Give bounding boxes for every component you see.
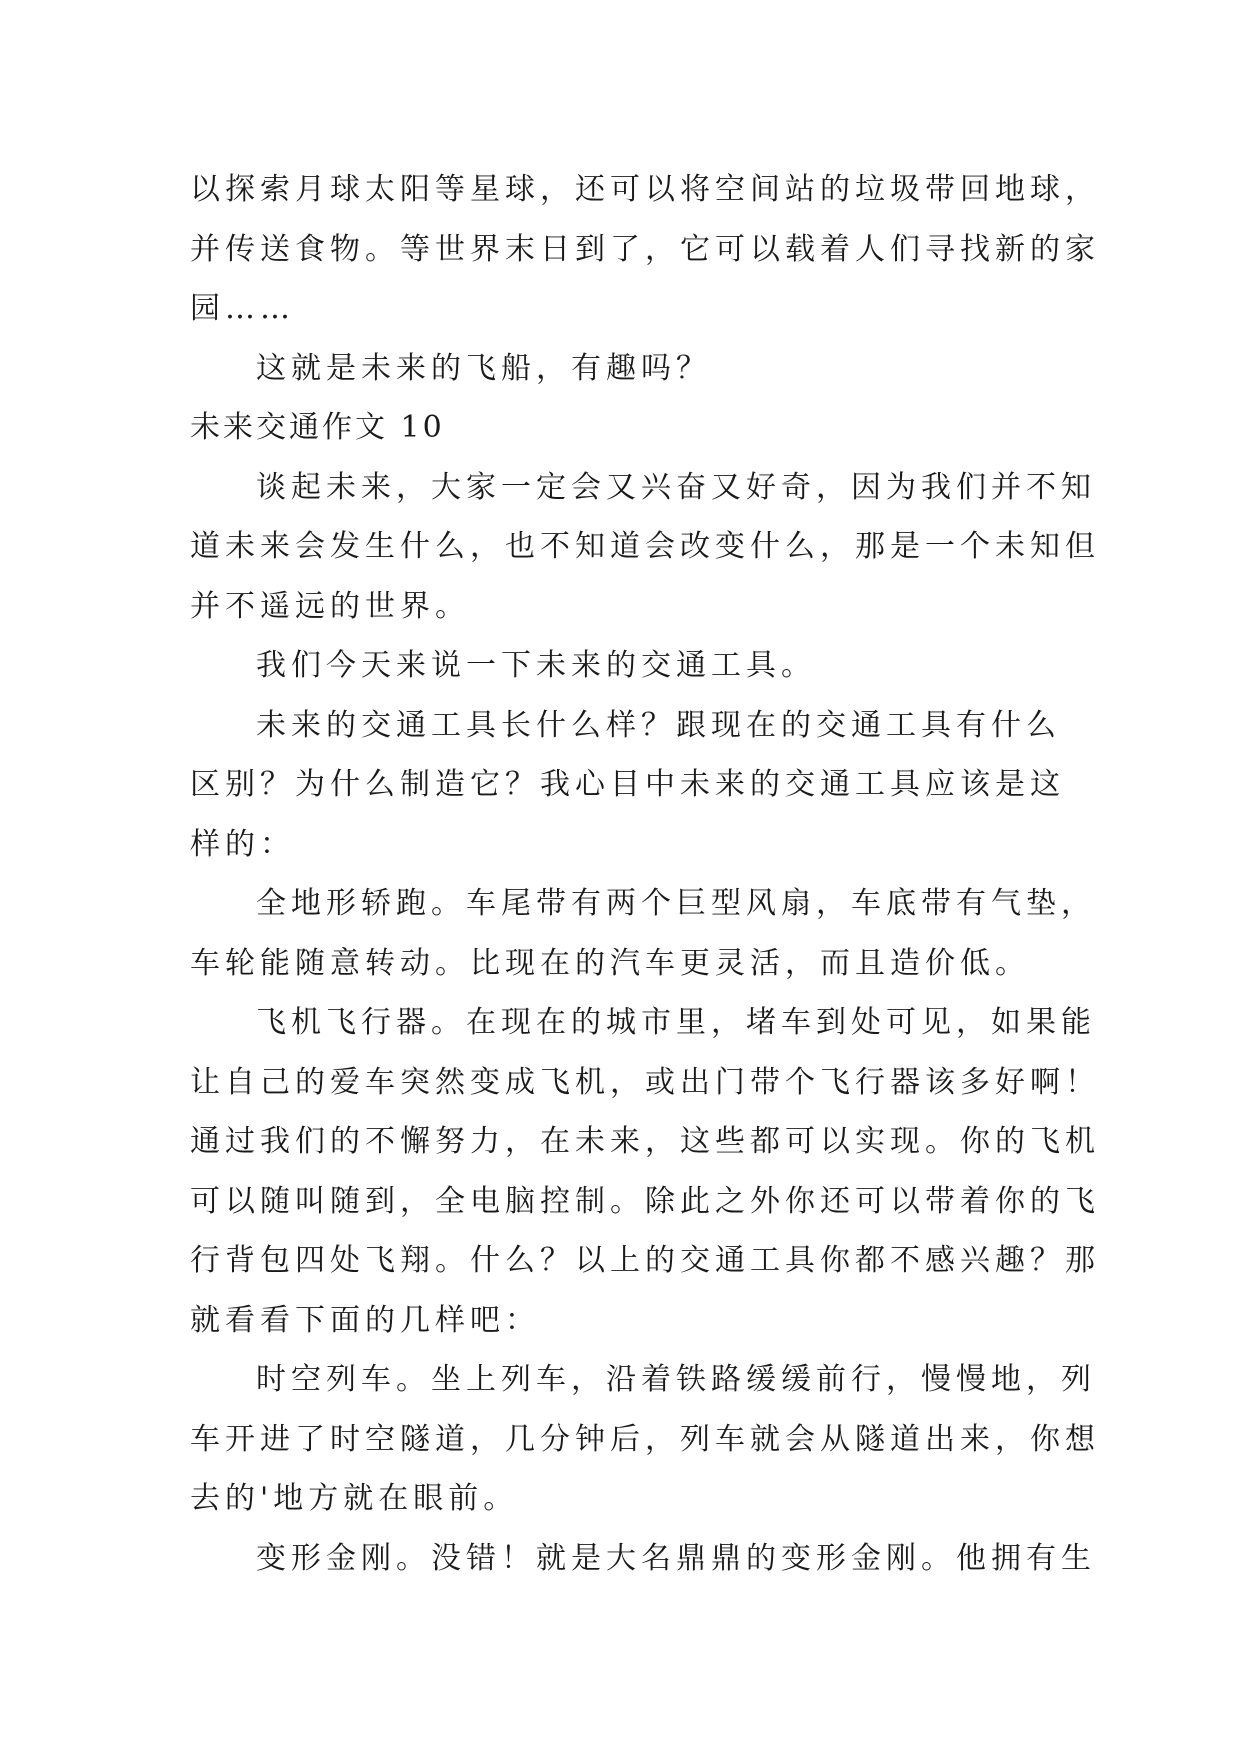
text-line: 以探索月球太阳等星球，还可以将空间站的垃圾带回地球， — [190, 172, 1100, 207]
section-heading: 未来交通作文 10 — [190, 410, 445, 445]
text-line: 这就是未来的飞船，有趣吗？ — [256, 350, 711, 386]
text-line: 就看看下面的几样吧： — [190, 1302, 540, 1338]
text-line: 谈起未来，大家一定会又兴奋又好奇，因为我们并不知 — [256, 469, 1096, 505]
text-line: 全地形轿跑。车尾带有两个巨型风扇，车底带有气垫， — [256, 886, 1096, 921]
text-line: 区别？为什么制造它？我心目中未来的交通工具应该是这 — [190, 767, 1065, 802]
text-line: 车开进了时空隧道，几分钟后，列车就会从隧道出来，你想 — [190, 1421, 1100, 1457]
text-line: 让自己的爱车突然变成飞机，或出门带个飞行器该多好啊！ — [190, 1064, 1100, 1100]
text-line: 道未来会发生什么，也不知道会改变什么，那是一个未知但 — [190, 529, 1100, 564]
text-line: 可以随叫随到，全电脑控制。除此之外你还可以带着你的飞 — [190, 1183, 1100, 1219]
text-line: 样的： — [190, 826, 295, 862]
text-line: 未来的交通工具长什么样？跟现在的交通工具有什么 — [256, 707, 1061, 743]
text-line: 行背包四处飞翔。什么？以上的交通工具你都不感兴趣？那 — [190, 1243, 1100, 1278]
text-line: 我们今天来说一下未来的交通工具。 — [256, 648, 816, 683]
text-line: 并传送食物。等世界末日到了，它可以载着人们寻找新的家 — [190, 231, 1100, 267]
text-line: 去的'地方就在眼前。 — [190, 1481, 519, 1516]
text-line: 时空列车。坐上列车，沿着铁路缓缓前行，慢慢地，列 — [256, 1362, 1096, 1397]
text-line: 园…… — [190, 291, 295, 326]
text-line: 车轮能随意转动。比现在的汽车更灵活，而且造价低。 — [190, 945, 1030, 981]
text-line: 飞机飞行器。在现在的城市里，堵车到处可见，如果能 — [256, 1005, 1096, 1040]
text-line: 通过我们的不懈努力，在未来，这些都可以实现。你的飞机 — [190, 1124, 1100, 1159]
text-line: 并不遥远的世界。 — [190, 588, 470, 624]
document-body — [190, 160, 1100, 1588]
text-line: 变形金刚。没错！就是大名鼎鼎的变形金刚。他拥有生 — [256, 1540, 1096, 1576]
